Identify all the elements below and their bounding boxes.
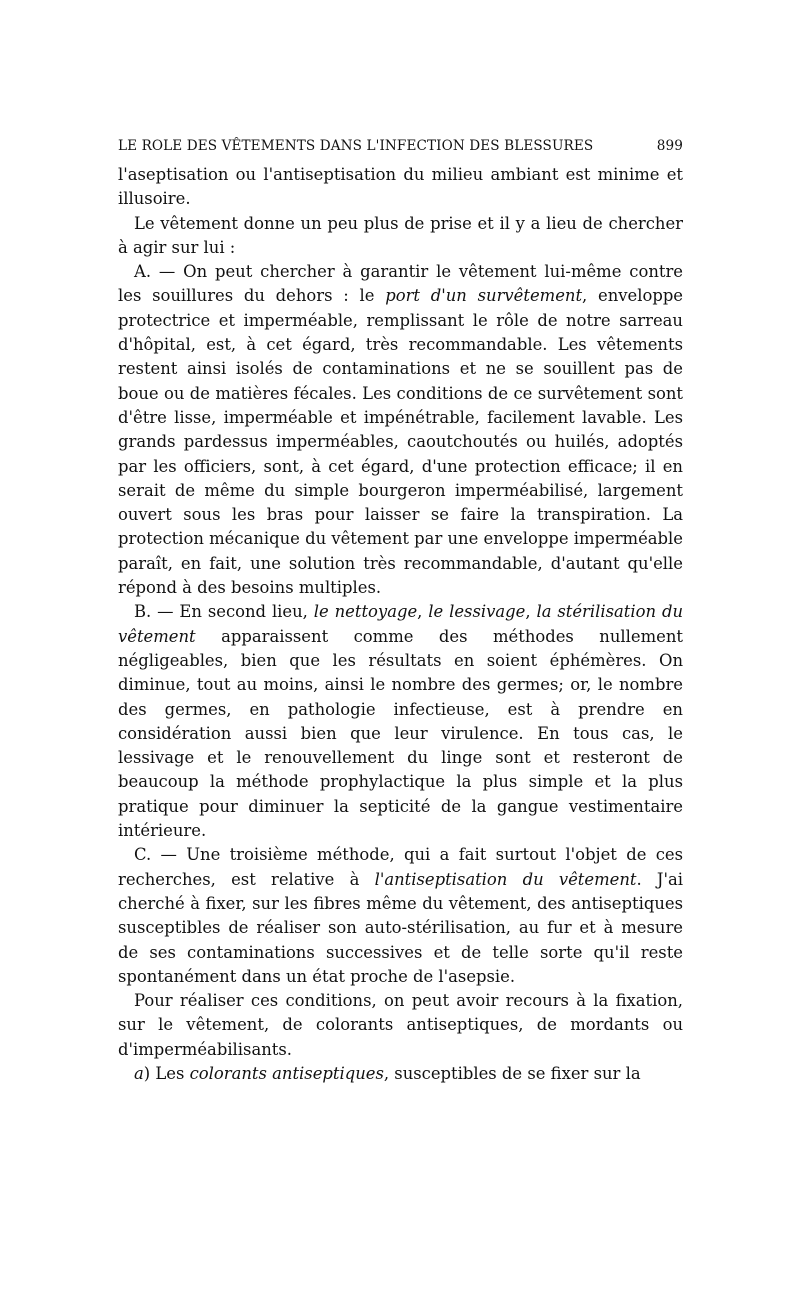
page-number: 899 [656, 138, 683, 154]
paragraph-intro: Le vêtement donne un peu plus de prise et il y a lieu de chercher à agir sur lui : [118, 213, 683, 257]
running-head-title: LE ROLE DES VÊTEMENTS DANS L'INFECTION DES BLESSURES [118, 138, 594, 154]
paragraph-a-text-1: A. — On peut chercher à garantir le vêtement lui-même contre les souillures du dehors : le [118, 262, 683, 306]
paragraph-a-italic-1: port d'un survêtement [385, 286, 583, 306]
paragraph-a-text-2: , enveloppe protectrice et imperméable, remplissant le rôle de notre sarreau d'hôpital, est, à cet égard, très recommandable. Les vêtements restent ainsi isolés de contaminations et ne se souillent pas de boue ou de matières fécales. Les conditions de ce survêtement sont d'être lisse, imperméable et impénétrable, facilement lavable. Les grands pardessus imperméables, caoutchoutés ou huilés, adoptés par les officiers, sont, à cet égard, d'une protection efficace; il en serait de même du simple bourgeron imperméabilisé, largement ouvert sous les bras pour laisser se faire la transpiration. La protection mécanique du vêtement par une enveloppe imperméable paraît, en fait, une solution très recommandable, d'autant qu'elle répond à des besoins multiples. [118, 286, 684, 598]
paragraph-colorants-italic-2: colorants antiseptiques [189, 1063, 384, 1083]
paragraph-b-italic-2: le lessivage [428, 602, 526, 622]
paragraph-continuation: l'aseptisation ou l'antiseptisation du milieu ambiant est minime et illusoire. [118, 165, 683, 209]
paragraph-colorants-text-1: ) Les [143, 1063, 190, 1083]
paragraph-b-text-3: , [525, 602, 537, 622]
paragraph-b-text-2: , [417, 602, 429, 622]
paragraph-c [118, 843, 683, 989]
paragraph-conditions: Pour réaliser ces conditions, on peut avoir recours à la fixation, sur le vêtement, de colorants antiseptiques, de mordants ou d'imperméabilisants. [118, 991, 683, 1059]
body-text [118, 163, 683, 1086]
paragraph-b-italic-3: la stérilisation du vêtement [118, 602, 683, 646]
paragraph-colorants [118, 1062, 683, 1086]
paragraph-b [118, 600, 683, 843]
paragraph-c-text-2: . J'ai cherché à fixer, sur les fibres même du vêtement, des antiseptiques susceptibles de réaliser son auto-stérilisation, au fur et à mesure de ses contaminations successives et de telle sorte qu'il reste spontanément dans un état proche de l'asepsie. [118, 869, 684, 986]
running-head [118, 138, 683, 158]
paragraph-c-italic-1: l'antiseptisation du vêtement [374, 869, 637, 889]
paragraph-colorants-italic-1: a [134, 1063, 144, 1083]
paragraph-b-text-4: apparaissent comme des méthodes nullement négligeables, bien que les résultats en soient éphémères. On diminue, tout au moins, ainsi le nombre des germes; or, le nombre des germes, en pathologie infectieuse, est à prendre en considération aussi bien que leur virulence. En tous cas, le lessivage et le renouvellement du linge sont et resteront de beaucoup la méthode prophylactique la plus simple et la plus pratique pour diminuer la septicité de la gangue vestimentaire intérieure. [118, 626, 683, 841]
document-page [118, 138, 683, 1086]
paragraph-colorants-text-2: , susceptibles de se fixer sur la [383, 1063, 641, 1083]
paragraph-b-text-1: B. — En second lieu, [134, 602, 314, 622]
paragraph-a [118, 260, 683, 600]
paragraph-b-italic-1: le nettoyage [313, 602, 418, 622]
paragraph-c-text-1: C. — Une troisième méthode, qui a fait surtout l'objet de ces recherches, est relative à [118, 845, 683, 889]
